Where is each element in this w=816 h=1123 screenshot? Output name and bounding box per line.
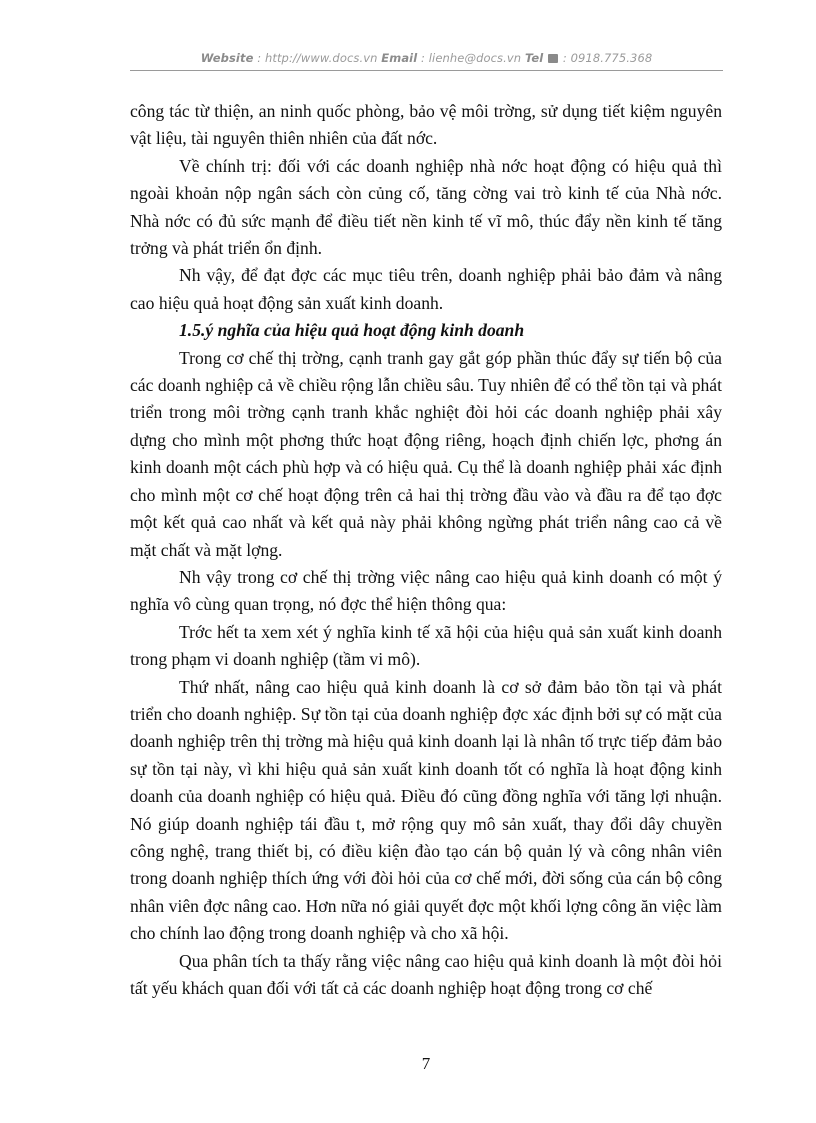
paragraph-market-mechanism: Trong cơ chế thị trờng, cạnh tranh gay gắt góp phần thúc đẩy sự tiến bộ của các doanh nghiệp cả về chiều rộng lẫn chiều sâu. Tuy nhiên để có thể tồn tại và phát triển trong môi trờng cạnh tranh khắc nghiệt đòi hỏi các doanh nghiệp phải xây dựng cho mình một phơng thức hoạt động riêng, hoạch định chiến lợc, phơng án kinh doanh một cách phù hợp và có hiệu quả. Cụ thể là doanh nghiệp phải xác định cho mình một cơ chế hoạt động trên cả hai thị trờng đầu vào và đầu ra để tạo đợc một kết quả cao nhất và kết quả này phải không ngừng phát triển nâng cao cả về mặt chất và mặt lợng. [130, 347, 722, 560]
page-header [130, 51, 723, 65]
page-number: 7 [421, 1054, 431, 1073]
paragraph-summary: Nh vậy, để đạt đợc các mục tiêu trên, doanh nghiệp phải bảo đảm và nâng cao hiệu quả hoạt động sản xuất kinh doanh. [130, 265, 722, 313]
document-body [130, 98, 722, 1002]
paragraph-importance: Nh vậy trong cơ chế thị trờng việc nâng cao hiệu quả kinh doanh có một ý nghĩa vô cùng quan trọng, nó đợc thể hiện thông qua: [130, 566, 722, 615]
website-value: : http://www.docs.vn [253, 51, 382, 65]
paragraph-micro-scope: Trớc hết ta xem xét ý nghĩa kinh tế xã hội của hiệu quả sản xuất kinh doanh trong phạm vi doanh nghiệp (tầm vi mô). [130, 621, 722, 670]
email-label: Email [381, 51, 418, 65]
paragraph-continuation: công tác từ thiện, an ninh quốc phòng, bảo vệ môi trờng, sử dụng tiết kiệm nguyên vật liệu, tài nguyên thiên nhiên của đất nớc. [130, 101, 722, 149]
paragraph-analysis: Qua phân tích ta thấy rằng việc nâng cao hiệu quả kinh doanh là một đòi hỏi tất yếu khách quan đối với tất cả các doanh nghiệp hoạt động trong cơ chế [130, 950, 722, 998]
paragraph-first-point: Thứ nhất, nâng cao hiệu quả kinh doanh là cơ sở đảm bảo tồn tại và phát triển cho doanh nghiệp. Sự tồn tại của doanh nghiệp đợc xác định bởi sự có mặt của doanh nghiệp trên thị trờng mà hiệu quả kinh doanh lại là nhân tố trực tiếp đảm bảo sự tồn tại này, vì khi hiệu quả sản xuất kinh doanh tốt có nghĩa là hoạt động kinh doanh của doanh nghiệp có hiệu quả. Điều đó cũng đồng nghĩa với tăng lợi nhuận. Nó giúp doanh nghiệp tái đầu t, mở rộng quy mô sản xuất, thay đổi dây chuyền công nghệ, trang thiết bị, có điều kiện đào tạo cán bộ quản lý và công nhân viên trong doanh nghiệp thích ứng với đòi hỏi của cơ chế mới, đời sống của cán bộ công nhân viên đợc nâng cao. Hơn nữa nó giải quyết đợc một khối lợng công ăn việc làm cho chính lao động trong doanh nghiệp và cho xã hội. [130, 676, 722, 944]
email-value: : lienhe@docs.vn [417, 51, 525, 65]
section-heading: 1.5.ý nghĩa của hiệu quả hoạt động kinh doanh [179, 320, 525, 341]
phone-icon [548, 54, 558, 63]
header-divider [130, 70, 723, 71]
tel-label: Tel [524, 51, 544, 65]
tel-value: : 0918.775.368 [559, 51, 653, 65]
paragraph-politics: Về chính trị: đối với các doanh nghiệp nhà nớc hoạt động có hiệu quả thì ngoài khoản nộp ngân sách còn củng cố, tăng cờng vai trò kinh tế của Nhà nớc. Nhà nớc có đủ sức mạnh để điều tiết nền kinh tế vĩ mô, thúc đẩy nền kinh tế tăng trởng và phát triển ổn định. [130, 155, 722, 259]
website-label: Website [200, 51, 254, 65]
